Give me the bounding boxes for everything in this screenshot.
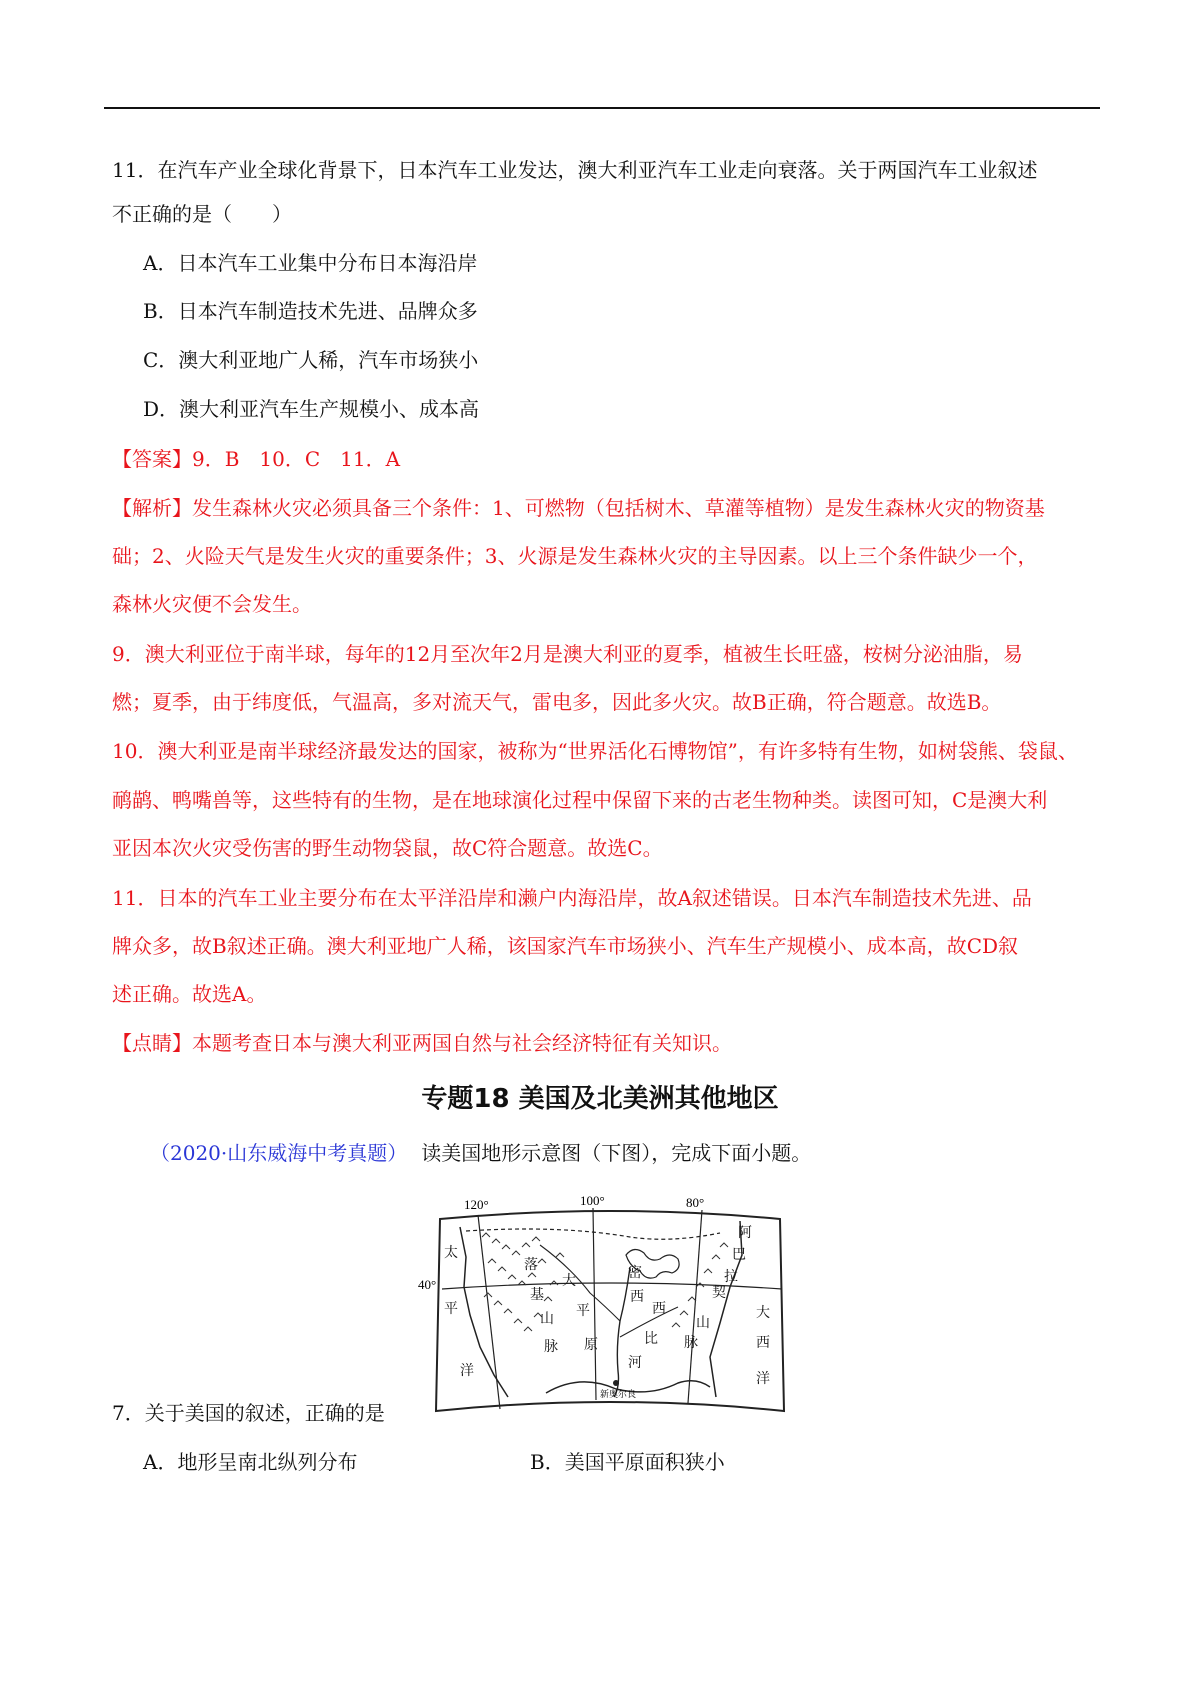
- us-terrain-map: [418, 1193, 800, 1425]
- map-label: 平: [576, 1303, 590, 1319]
- analysis-line: 11．日本的汽车工业主要分布在太平洋沿岸和濑户内海沿岸，故A叙述错误。日本汽车制造技术先进、品: [112, 886, 1032, 910]
- map-label: 洋: [756, 1371, 770, 1387]
- question-11-stem: 11．在汽车产业全球化背景下，日本汽车工业发达，澳大利亚汽车工业走向衰落。关于两国汽车工业叙述: [112, 158, 1038, 182]
- map-label: 阿: [738, 1225, 752, 1241]
- question-7-option-b: B．美国平原面积狭小: [530, 1450, 725, 1474]
- header-rule: [104, 107, 1100, 109]
- lon-label-100: 100°: [580, 1193, 605, 1208]
- map-label: 洋: [460, 1363, 474, 1379]
- analysis-line: 10．澳大利亚是南半球经济最发达的国家，被称为“世界活化石博物馆”，有许多特有生物，如树袋熊、袋鼠、: [112, 739, 1078, 763]
- question-11-option-c: C．澳大利亚地广人稀，汽车市场狭小: [143, 348, 479, 372]
- analysis-line: 【解析】发生森林火灾必须具备三个条件：1、可燃物（包括树木、草灌等植物）是发生森林火灾的物资基: [112, 496, 1045, 520]
- analysis-line: 森林火灾便不会发生。: [112, 592, 312, 616]
- map-label: 巴: [732, 1247, 746, 1263]
- map-label: 原: [584, 1337, 598, 1353]
- intro-text: 读美国地形示意图（下图），完成下面小题。: [421, 1141, 812, 1165]
- map-label: 山: [540, 1311, 554, 1327]
- source-intro: [150, 1139, 811, 1167]
- analysis-line: 述正确。故选A。: [112, 982, 267, 1006]
- map-label: 大: [756, 1305, 770, 1321]
- map-label: 脉: [544, 1339, 558, 1355]
- map-label: 契: [712, 1285, 726, 1301]
- map-label: 平: [444, 1301, 458, 1317]
- analysis-line: 础；2、火险天气是发生火灾的重要条件；3、火源是发生森林火灾的主导因素。以上三个条件缺少一个，: [112, 544, 1038, 568]
- analysis-line: 燃；夏季，由于纬度低，气温高，多对流天气，雷电多，因此多火灾。故B正确，符合题意。故选B。: [112, 690, 1002, 714]
- section-title: 专题18 美国及北美洲其他地区: [421, 1084, 779, 1114]
- map-label: 太: [444, 1245, 458, 1261]
- map-label: 落: [524, 1257, 538, 1273]
- map-label-new-orleans: 新奥尔良: [600, 1390, 637, 1400]
- meridian-100: [593, 1208, 596, 1400]
- new-orleans-marker: [613, 1380, 619, 1386]
- map-label: 密: [628, 1265, 642, 1281]
- lon-label-80: 80°: [686, 1195, 705, 1210]
- lat-label-40: 40°: [418, 1277, 437, 1292]
- answer-line: 【答案】9．B 10．C 11．A: [112, 447, 401, 471]
- question-7-option-a: A．地形呈南北纵列分布: [143, 1450, 358, 1474]
- map-label: 西: [652, 1301, 666, 1317]
- map-label: 脉: [684, 1335, 698, 1351]
- analysis-line: 鸸鹋、鸭嘴兽等，这些特有的生物，是在地球演化过程中保留下来的古老生物种类。读图可知，C是澳大利: [112, 788, 1048, 812]
- question-11-option-b: B．日本汽车制造技术先进、品牌众多: [143, 299, 478, 323]
- map-label: 比: [644, 1331, 658, 1347]
- map-label: 山: [696, 1315, 710, 1331]
- question-7-stem: 7．关于美国的叙述，正确的是: [112, 1401, 385, 1425]
- map-label: 河: [628, 1355, 642, 1371]
- question-11-stem-cont: 不正确的是（ ）: [112, 202, 292, 226]
- map-label: 基: [530, 1287, 544, 1303]
- map-label: 西: [756, 1335, 770, 1351]
- map-label: 大: [562, 1273, 576, 1289]
- lon-label-120: 120°: [464, 1197, 489, 1212]
- analysis-line: 9．澳大利亚位于南半球，每年的12月至次年2月是澳大利亚的夏季，植被生长旺盛，桉树分泌油脂，易: [112, 642, 1023, 666]
- map-label: 拉: [724, 1269, 738, 1285]
- question-11-option-a: A．日本汽车工业集中分布日本海沿岸: [143, 251, 478, 275]
- point-line: 【点睛】本题考查日本与澳大利亚两国自然与社会经济特征有关知识。: [112, 1031, 732, 1055]
- question-11-option-d: D．澳大利亚汽车生产规模小、成本高: [143, 397, 480, 421]
- us-terrain-map-svg: [418, 1193, 800, 1425]
- meridian-80: [688, 1210, 702, 1403]
- map-label: 西: [630, 1289, 644, 1305]
- source-tag: （2020·山东威海中考真题）: [150, 1141, 408, 1165]
- mississippi-river: [614, 1267, 630, 1397]
- analysis-line: 牌众多，故B叙述正确。澳大利亚地广人稀，该国家汽车市场狭小、汽车生产规模小、成本高，故CD叙: [112, 934, 1019, 958]
- analysis-line: 亚因本次火灾受伤害的野生动物袋鼠，故C符合题意。故选C。: [112, 836, 663, 860]
